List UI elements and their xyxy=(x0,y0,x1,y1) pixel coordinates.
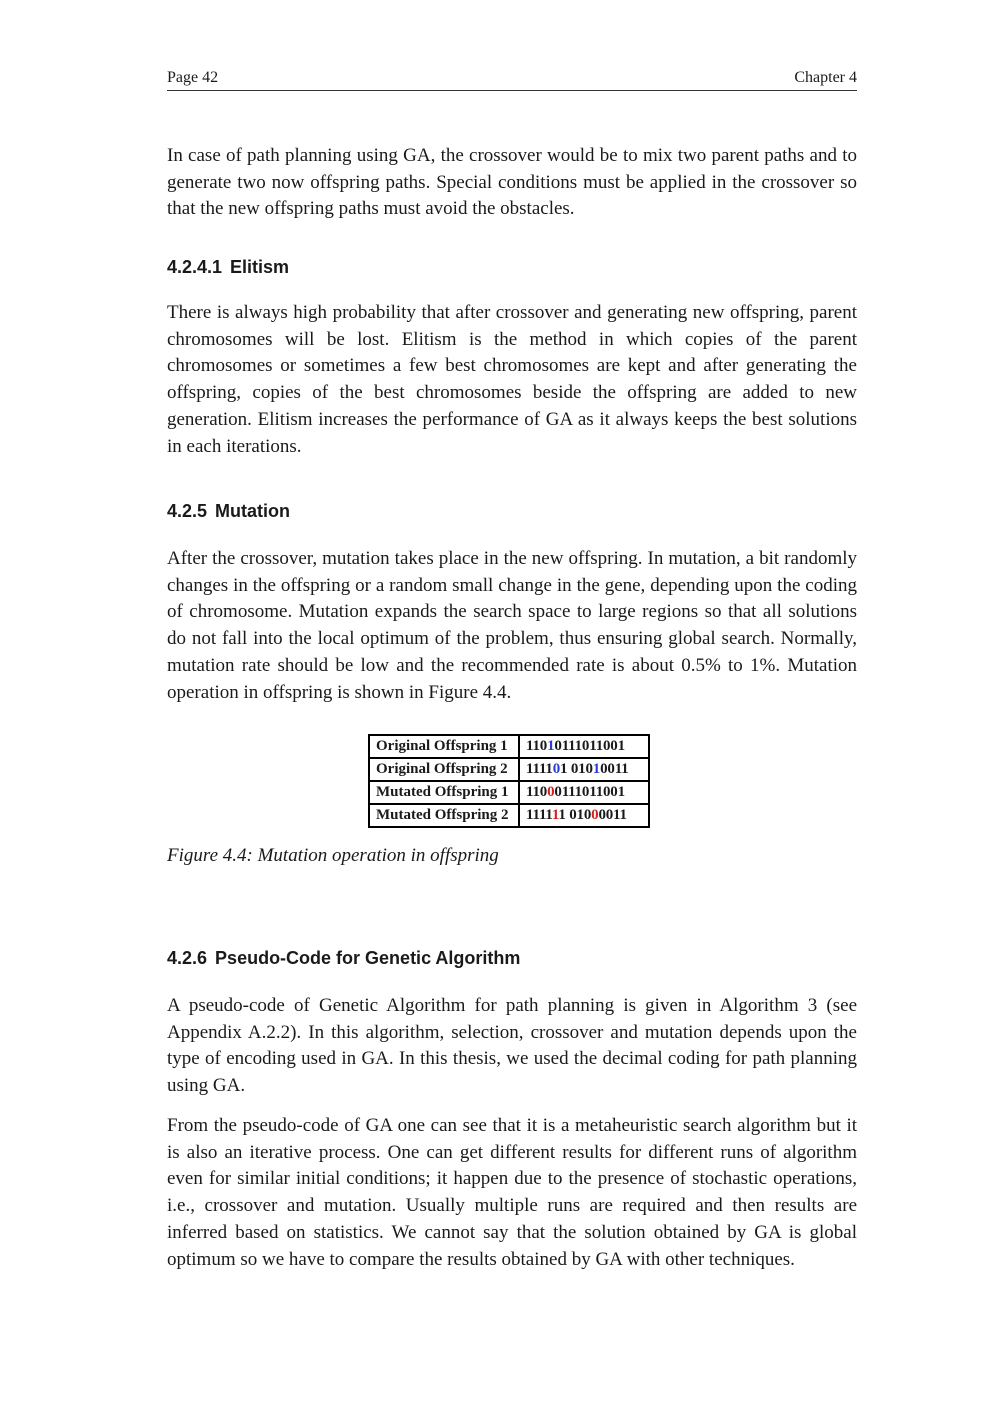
heading-number: 4.2.6 xyxy=(167,948,208,968)
mutation-paragraph: After the crossover, mutation takes place in the new offspring. In mutation, a bit randomly changes in the offspring or a random small change in the gene, depending upon the coding of chromosome. Mutation expands the search space to large regions so that all solutions do not fall into the local optimum of the problem, thus ensuring global search. Normally, mutation rate should be low and the recommended rate is about 0.5% to 1%. Mutation operation in offspring is shown in Figure 4.4. xyxy=(167,548,857,703)
bit-segment: 110 xyxy=(526,738,548,754)
elitism-paragraph: There is always high probability that after crossover and generating new offspring, parent chromosomes will be lost. Elitism is the method in which copies of the parent chromosomes or sometimes a few best chromosomes are kept and after generating the offspring, copies of the best chromosomes beside the offspring are added to new generation. Elitism increases the performance of GA as it always keeps the best solutions in each iterations. xyxy=(167,302,857,457)
offspring-bits xyxy=(519,804,649,827)
table-row xyxy=(369,804,649,827)
offspring-label: Mutated Offspring 2 xyxy=(369,804,519,827)
bit-segment: 0011 xyxy=(600,761,629,777)
bit-segment: 1111 xyxy=(526,807,552,823)
bit-segment: 1 010 xyxy=(560,761,593,777)
pseudocode-paragraph-2: From the pseudo-code of GA one can see that it is a metaheuristic search algorithm but it is also an iterative process. One can get different results for different runs of algorithm even for similar initial conditions; it happen due to the presence of stochastic operations, i.e., crossover and mutation. Usually multiple runs are required and then results are inferred based on statistics. We cannot say that the solution obtained by GA is global optimum so we have to compare the results obtained by GA with other techniques. xyxy=(167,1115,857,1270)
bit-segment: 0011 xyxy=(598,807,627,823)
offspring-label: Mutated Offspring 1 xyxy=(369,781,519,804)
heading-number: 4.2.4.1 xyxy=(167,257,223,277)
offspring-bits xyxy=(519,781,649,804)
highlighted-bit: 0 xyxy=(552,761,561,777)
table-row xyxy=(369,758,649,781)
heading-pseudocode xyxy=(167,948,520,969)
bit-segment: 0111011001 xyxy=(554,738,625,754)
bit-segment: 1 010 xyxy=(558,807,592,823)
heading-elitism xyxy=(167,257,289,278)
table-row xyxy=(369,735,649,758)
heading-mutation xyxy=(167,501,290,522)
heading-title: Elitism xyxy=(230,257,290,277)
offspring-label: Original Offspring 2 xyxy=(369,758,519,781)
bit-segment: 110 xyxy=(526,784,548,800)
highlighted-bit: 1 xyxy=(547,738,555,754)
table-row xyxy=(369,781,649,804)
offspring-bits xyxy=(519,735,649,758)
chapter-label: Chapter 4 xyxy=(794,69,857,86)
heading-title: Pseudo-Code for Genetic Algorithm xyxy=(215,948,521,968)
highlighted-bit: 0 xyxy=(591,807,599,823)
highlighted-bit: 1 xyxy=(551,807,559,823)
figure-caption: Figure 4.4: Mutation operation in offspring xyxy=(167,845,499,866)
highlighted-bit: 0 xyxy=(547,784,555,800)
bit-segment: 1111 xyxy=(526,761,553,777)
offspring-bits xyxy=(519,758,649,781)
bit-segment: 0111011001 xyxy=(554,784,625,800)
pseudocode-paragraph-1: A pseudo-code of Genetic Algorithm for path planning is given in Algorithm 3 (see Appendix A.2.2). In this algorithm, selection, crossover and mutation depends upon the type of encoding used in GA. In this thesis, we used the decimal coding for path planning using GA. xyxy=(167,995,857,1097)
mutation-figure-table xyxy=(368,734,650,828)
heading-number: 4.2.5 xyxy=(167,501,208,521)
offspring-label: Original Offspring 1 xyxy=(369,735,519,758)
intro-paragraph: In case of path planning using GA, the crossover would be to mix two parent paths and to generate two now offspring paths. Special conditions must be applied in the crossover so that the new offspring paths must avoid the obstacles. xyxy=(167,145,857,220)
running-header xyxy=(167,67,857,91)
heading-title: Mutation xyxy=(215,501,291,521)
page-number: Page 42 xyxy=(167,69,219,86)
highlighted-bit: 1 xyxy=(592,761,601,777)
